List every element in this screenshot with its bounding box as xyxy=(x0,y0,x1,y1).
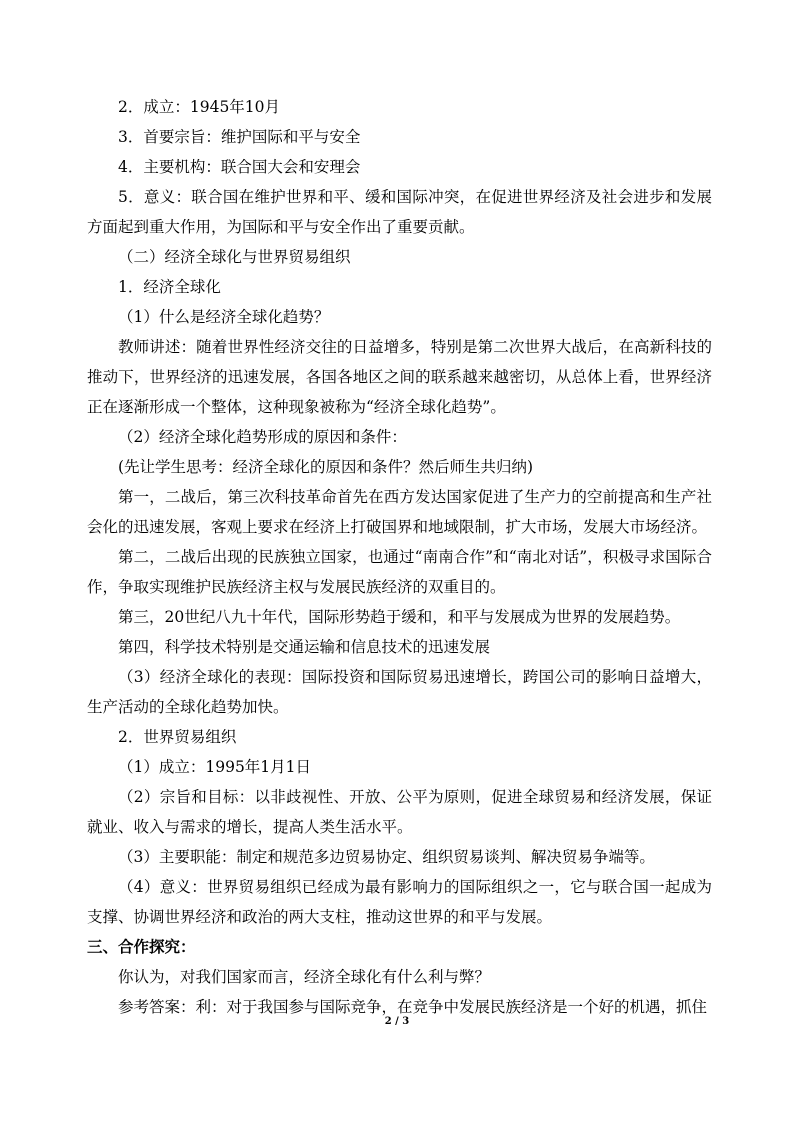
paragraph: （3）经济全球化的表现：国际投资和国际贸易迅速增长，跨国公司的影响日益增大，生产活动的全球化趋势加快。 xyxy=(87,668,712,716)
paragraph: （3）主要职能：制定和规范多边贸易协定、组织贸易谈判、解决贸易争端等。 xyxy=(118,848,655,866)
document-body xyxy=(87,92,712,1022)
paragraph: 第四，科学技术特别是交通运输和信息技术的迅速发展 xyxy=(118,638,491,656)
paragraph: （2）经济全球化趋势形成的原因和条件： xyxy=(118,428,407,446)
paragraph: 第二，二战后出现的民族独立国家，也通过“南南合作”和“南北对话”，积极寻求国际合作，争取实现维护民族经济主权与发展民族经济的双重目的。 xyxy=(87,548,712,596)
paragraph: （1）什么是经济全球化趋势？ xyxy=(118,308,330,326)
paragraph: 5．意义：联合国在维护世界和平、缓和国际冲突，在促进世界经济及社会进步和发展方面起到重大作用，为国际和平与安全作出了重要贡献。 xyxy=(87,188,712,236)
paragraph: 3．首要宗旨：维护国际和平与安全 xyxy=(118,128,361,146)
paragraph: （1）成立：1995年1月1日 xyxy=(118,758,312,776)
paragraph: 1．经济全球化 xyxy=(118,278,221,296)
page-number: 2 / 3 xyxy=(384,1016,410,1027)
paragraph: 第一，二战后，第三次科技革命首先在西方发达国家促进了生产力的空前提高和生产社会化的迅速发展，客观上要求在经济上打破国界和地域限制，扩大市场，发展大市场经济。 xyxy=(87,488,712,536)
paragraph: 2．世界贸易组织 xyxy=(118,728,237,746)
paragraph: (先让学生思考：经济全球化的原因和条件？然后师生共归纳) xyxy=(118,458,534,476)
section-heading: 三、合作探究： xyxy=(87,938,196,956)
paragraph: （2）宗旨和目标：以非歧视性、开放、公平为原则，促进全球贸易和经济发展，保证就业、收入与需求的增长，提高人类生活水平。 xyxy=(87,788,712,836)
paragraph: 第三，20世纪八九十年代，国际形势趋于缓和，和平与发展成为世界的发展趋势。 xyxy=(118,608,681,626)
paragraph: 参考答案：利：对于我国参与国际竞争，在竞争中发展民族经济是一个好的机遇，抓住 xyxy=(118,998,708,1016)
paragraph: 你认为，对我们国家而言，经济全球化有什么利与弊？ xyxy=(118,968,491,986)
paragraph: 2．成立：1945年10月 xyxy=(118,98,281,116)
paragraph: 教师讲述：随着世界性经济交往的日益增多，特别是第二次世界大战后，在高新科技的推动下，世界经济的迅速发展，各国各地区之间的联系越来越密切，从总体上看，世界经济正在逐渐形成一个整体，这种现象被称为“经济全球化趋势”。 xyxy=(87,338,712,416)
paragraph: 4．主要机构：联合国大会和安理会 xyxy=(118,158,361,176)
paragraph: （4）意义：世界贸易组织已经成为最有影响力的国际组织之一，它与联合国一起成为支撑、协调世界经济和政治的两大支柱，推动这世界的和平与发展。 xyxy=(87,878,712,926)
section-subheading: （二）经济全球化与世界贸易组织 xyxy=(118,248,351,266)
